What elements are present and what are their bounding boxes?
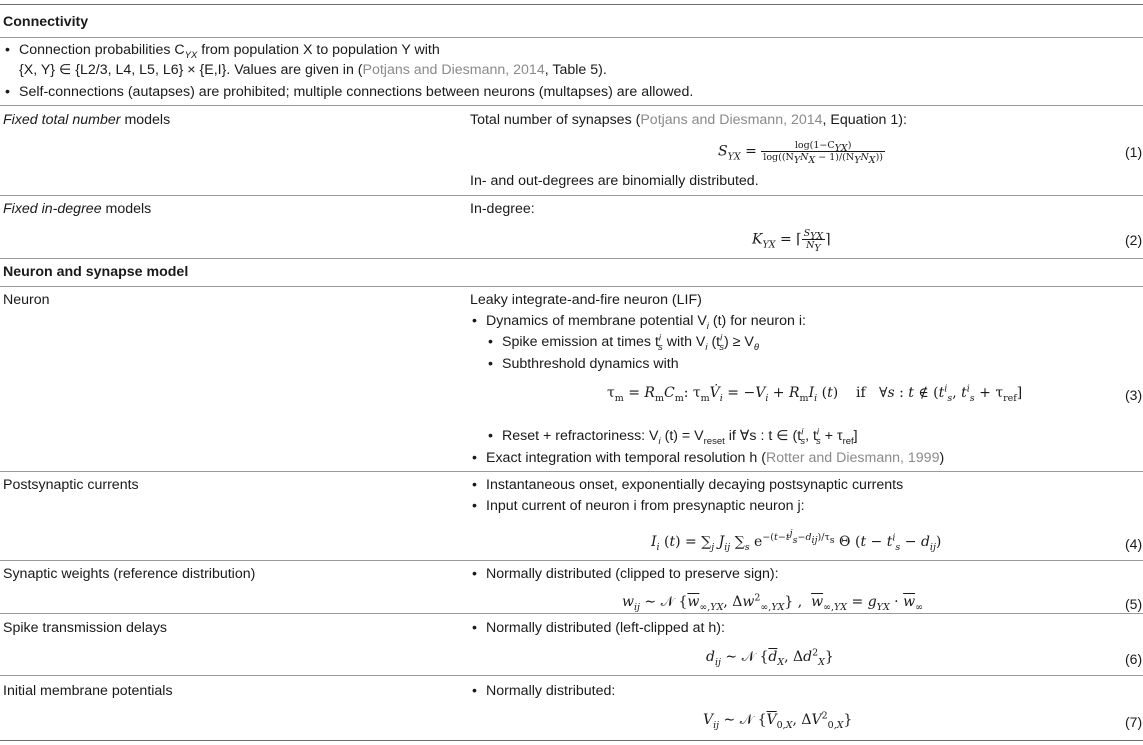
connectivity-bullet-2: • Self-connections (autapses) are prohibited; multiple connections between neurons (multapses) are allowed.	[19, 84, 693, 101]
row-note-binomial: In- and out-degrees are binomially distributed.	[470, 173, 759, 189]
row-label-delays: Spike transmission delays	[3, 620, 168, 636]
equation-number-1: (1)	[1125, 144, 1143, 160]
row-label-synaptic-weights: Synaptic weights (reference distribution)	[3, 566, 256, 582]
equation-6: $d_{ij}$ ∼ 𝒩 {$\overline{d}_X$, $\Delta d^2_X$}	[706, 647, 834, 668]
neuron-model-title: Leaky integrate-and-fire neuron (LIF)	[470, 292, 702, 308]
rule	[0, 613, 1143, 614]
equation-2: $K_{YX}$ = ⌈ $\frac{S_{YX}}{N_Y}$ ⌉	[752, 228, 831, 254]
weights-bullet: • Normally distributed (clipped to preserve sign):	[486, 566, 779, 583]
rule	[0, 471, 1143, 472]
neuron-bullet-integration: • Exact integration with temporal resolution h (Rotter and Diesmann, 1999)	[486, 450, 944, 467]
row-label-neuron: Neuron	[3, 292, 50, 308]
psc-bullet-input: • Input current of neuron i from presynaptic neuron j:	[486, 498, 805, 515]
connectivity-bullet-1: • Connection probabilities $C_{YX}$ from population X to population Y with	[19, 42, 440, 59]
psc-bullet-onset: • Instantaneous onset, exponentially decaying postsynaptic currents	[486, 477, 903, 494]
row-label-fixed-total: Fixed total number models	[3, 112, 171, 128]
table-bottom-rule	[0, 740, 1143, 741]
neuron-bullet-dynamics: • Dynamics of membrane potential $V_i$ (t) for neuron i:	[486, 313, 806, 330]
equation-number-4: (4)	[1125, 536, 1143, 552]
neuron-subbullet-spike: • Spike emission at times $t^i_s$ with $V_i$ $(t^i_s) \ge V_\theta$	[502, 334, 759, 351]
neuron-subbullet-subthreshold: • Subthreshold dynamics with	[502, 356, 679, 373]
equation-number-7: (7)	[1125, 714, 1143, 730]
row-label-postsynaptic: Postsynaptic currents	[3, 477, 139, 493]
rule	[0, 105, 1143, 106]
equation-1: $S_{YX}$ = $\frac{\log(1-C_{YX})}{\log((N_YN_X - 1)/(N_YN_X))}$	[718, 140, 883, 166]
citation-link[interactable]: Potjans and Diesmann, 2014	[362, 62, 545, 78]
equation-number-5: (5)	[1125, 596, 1143, 612]
row-desc-in-degree: In-degree:	[470, 201, 535, 217]
connectivity-bullet-1-cont: {X, Y} ∈ {L2/3, L4, L5, L6} × {E,I}. Values are given in (Potjans and Diesmann, 2014, Table 5).	[19, 62, 607, 78]
rule	[0, 560, 1143, 561]
delays-bullet: • Normally distributed (left-clipped at h):	[486, 620, 725, 637]
row-desc-total-synapses: Total number of synapses (Potjans and Diesmann, 2014, Equation 1):	[470, 112, 907, 128]
rule	[0, 258, 1143, 259]
equation-5: $w_{ij}$ ∼ 𝒩 {$\overline{w}_{\infty,YX}$, $\Delta w^2_{\infty,YX}$} , $\overline{w}_{\infty,YX} = g_{YX} \cdot \overline{w}_\infty$	[622, 592, 923, 613]
rule	[0, 286, 1143, 287]
equation-4: $I_i$ $(t) = \sum_j$ $J_{ij}$ $\sum_s$ $e^{-(t-t^j_s-d_{ij})/\tau_s}$ Θ $(t - t^i_s - d_{ij})$	[651, 528, 942, 553]
citation-link[interactable]: Potjans and Diesmann, 2014	[640, 112, 823, 128]
table-top-rule	[0, 4, 1143, 5]
rule	[0, 195, 1143, 196]
equation-number-3: (3)	[1125, 387, 1143, 403]
section-heading-connectivity: Connectivity	[3, 14, 89, 30]
row-label-initial-potentials: Initial membrane potentials	[3, 683, 173, 699]
rule	[0, 37, 1143, 38]
citation-link[interactable]: Rotter and Diesmann, 1999	[765, 450, 940, 466]
row-label-fixed-in-degree: Fixed in-degree models	[3, 201, 152, 217]
potentials-bullet: • Normally distributed:	[486, 683, 615, 700]
neuron-subbullet-reset: • Reset + refractoriness: $V_i$ $(t) = V_{reset}$ if ∀s : t ∈ ($t^i_s$, $t^i_s + \tau_{ref}$]	[502, 428, 858, 445]
equation-7: $V_{ij}$ ∼ 𝒩 {$\overline{V}_{0,X}$, $\Delta V^2_{0,X}$}	[703, 710, 853, 731]
equation-3: $\tau_m = R_mC_m$: $\tau_mV̇_i = -V_i + R_mI_i$ (t) if ∀s : t ∉ ($t^i_s$, $t^i_s + \tau_{ref}$]	[607, 383, 1023, 404]
equation-number-6: (6)	[1125, 651, 1143, 667]
equation-number-2: (2)	[1125, 232, 1143, 248]
section-heading-neuron-synapse: Neuron and synapse model	[3, 264, 189, 280]
rule	[0, 675, 1143, 676]
